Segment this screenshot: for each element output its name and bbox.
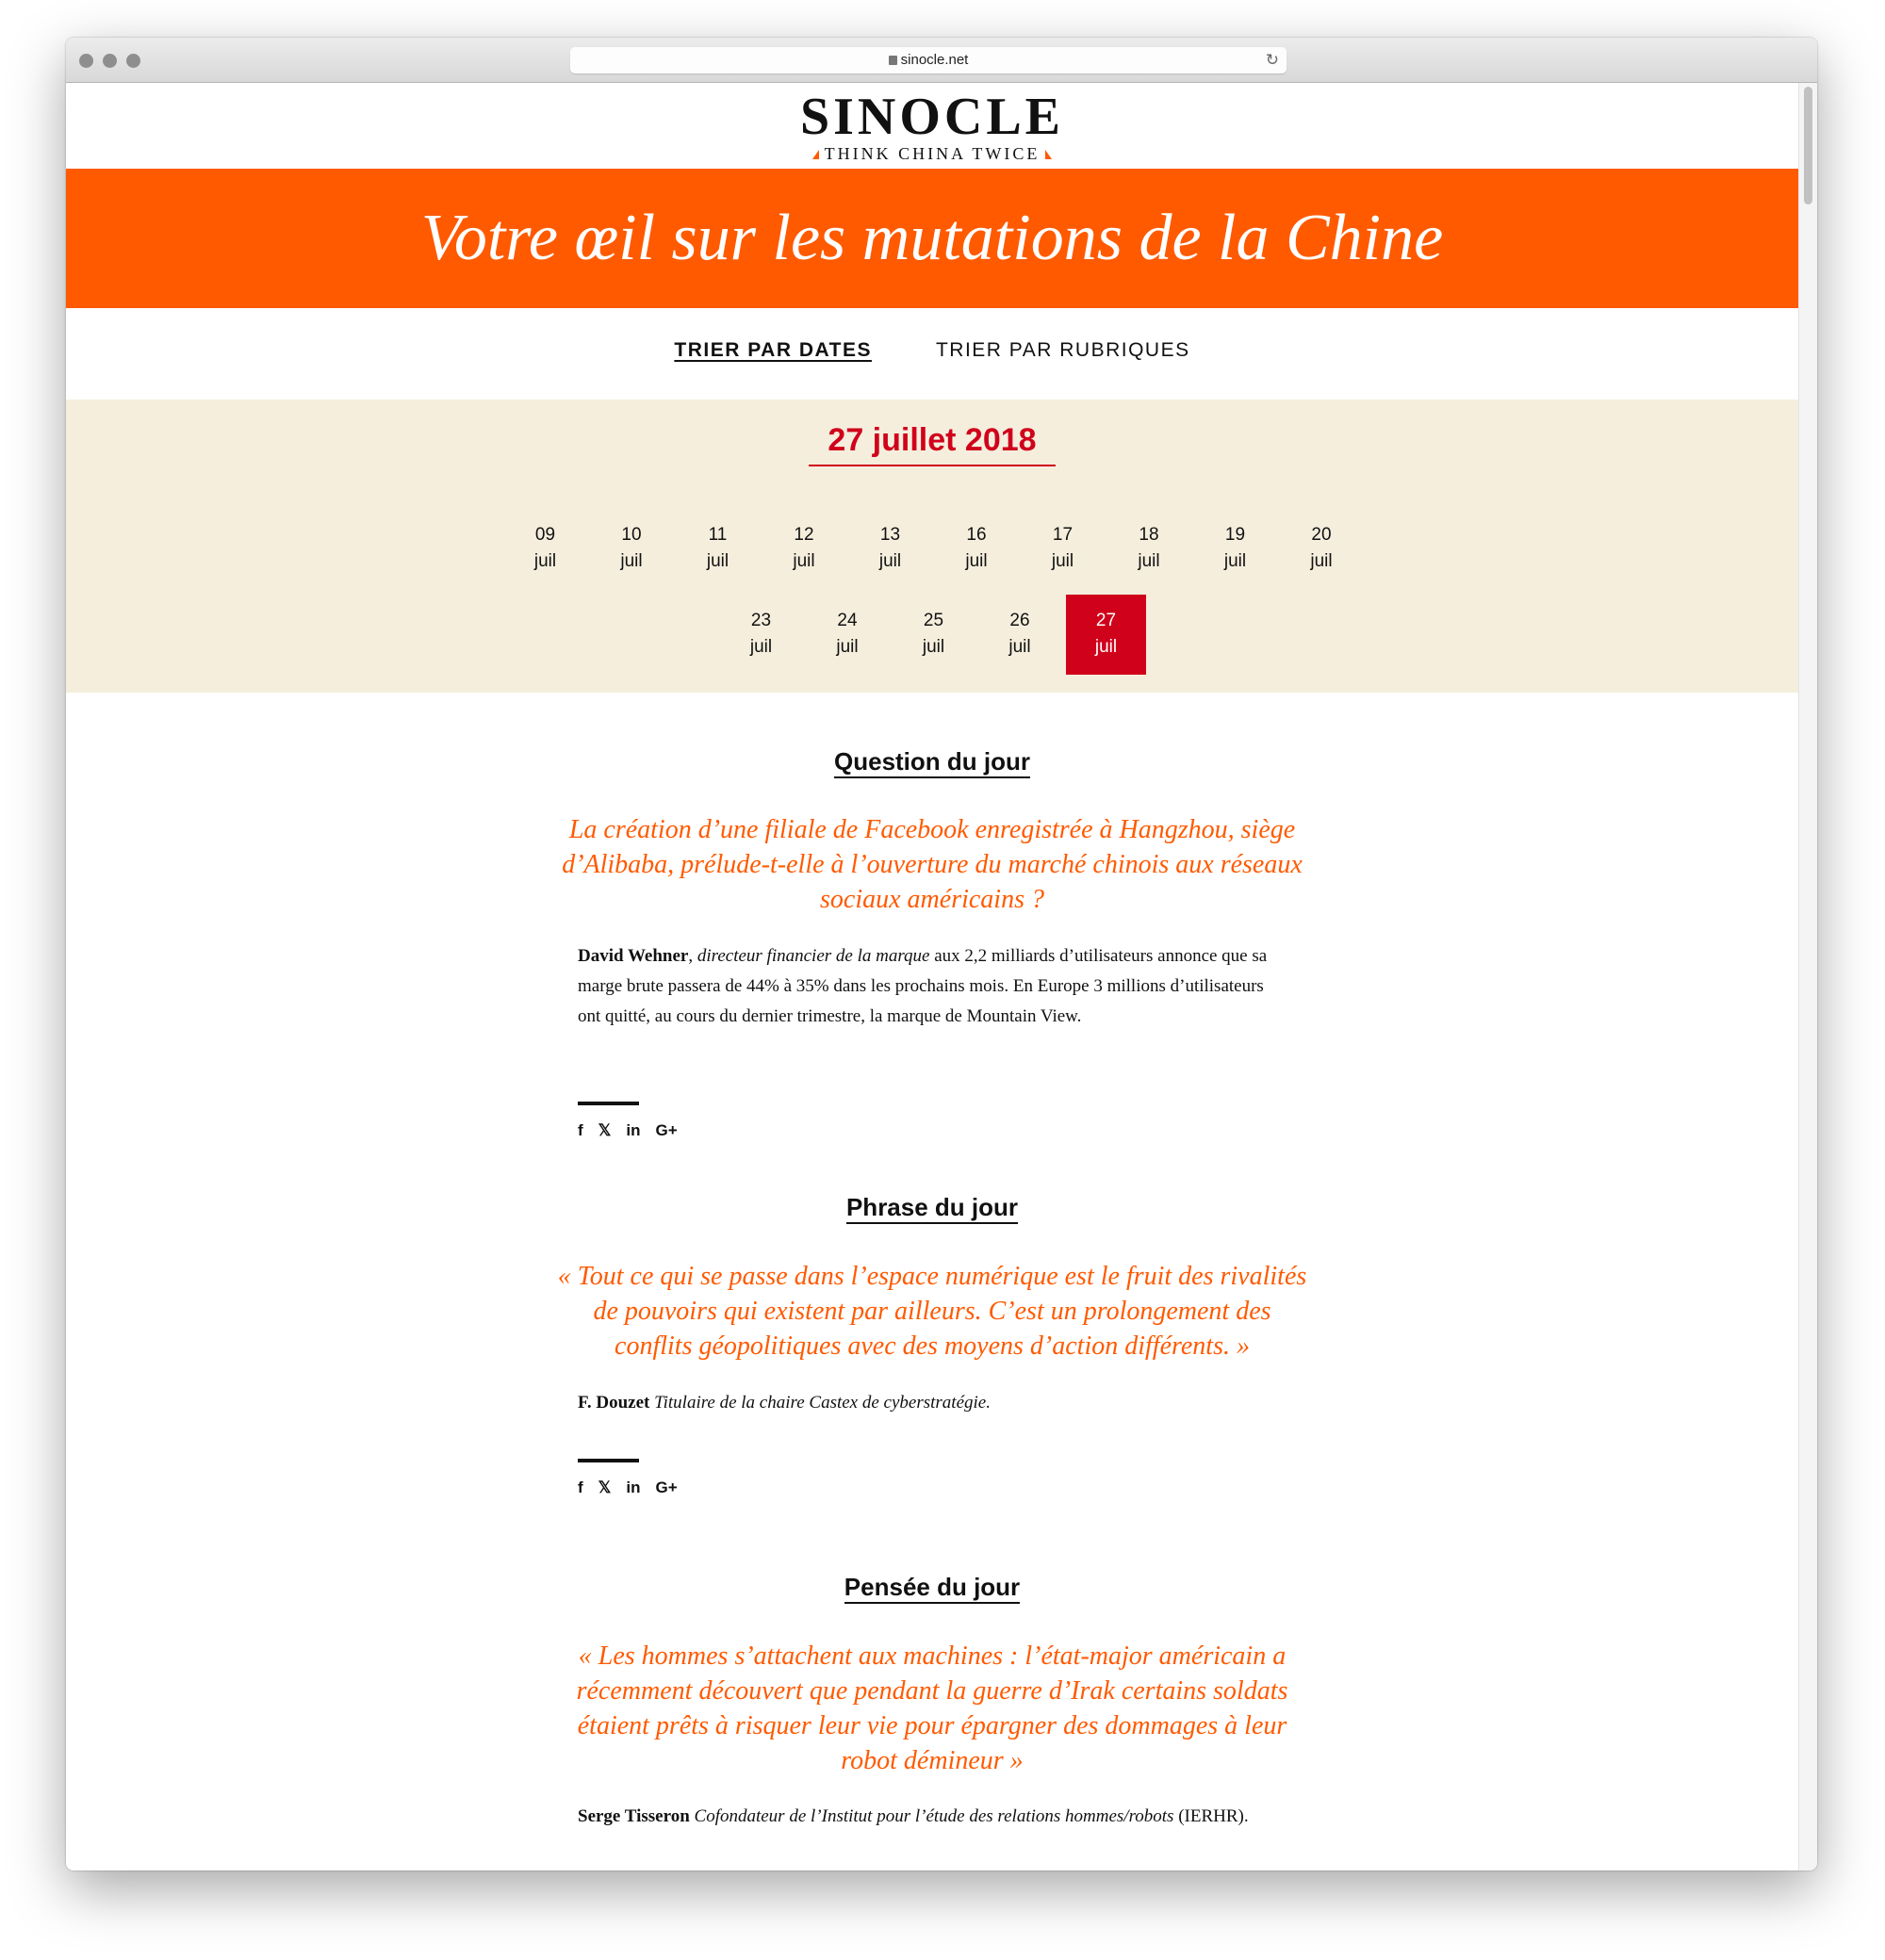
author-name: Serge Tisseron	[578, 1806, 690, 1826]
day-month: juil	[533, 551, 557, 571]
day-19[interactable]	[1195, 509, 1275, 589]
pensee-quote: « Les hommes s’attachent aux machines : l’état-major américain a récemment découvert que pendant la guerre d’Irak certains soldats étaient prêts à risquer leur vie pour épargner des dommages à leur robot démineur »	[576, 1642, 1288, 1775]
minimize-window-button[interactable]	[103, 54, 117, 68]
twitter-icon[interactable]: 𝕏	[598, 1478, 612, 1496]
maximize-window-button[interactable]	[126, 54, 140, 68]
google-plus-icon[interactable]: G+	[655, 1478, 678, 1496]
author-name: David Wehner	[578, 946, 689, 966]
day-month: juil	[1223, 551, 1247, 571]
day-number: 17	[1052, 525, 1074, 545]
current-date-text: 27 juillet 2018	[809, 422, 1055, 466]
day-month: juil	[836, 637, 859, 657]
day-25[interactable]	[893, 595, 974, 675]
tagline-text: THINK CHINA TWICE	[824, 144, 1041, 163]
day-18[interactable]	[1109, 509, 1189, 589]
author-role: Titulaire de la chaire Castex de cyberstratégie.	[654, 1393, 991, 1413]
share-buttons	[578, 1121, 693, 1140]
sort-by-dates-tab[interactable]: TRIER PAR DATES	[674, 339, 872, 361]
day-month: juil	[965, 551, 988, 571]
hero-banner: Votre œil sur les mutations de la Chine	[66, 169, 1798, 308]
day-number: 24	[837, 611, 858, 630]
scrollbar[interactable]	[1798, 83, 1817, 1870]
day-month: juil	[620, 551, 643, 571]
day-number: 10	[621, 525, 642, 545]
day-month: juil	[749, 637, 773, 657]
day-11[interactable]	[678, 509, 758, 589]
day-number: 16	[966, 525, 987, 545]
browser-toolbar	[66, 38, 1817, 83]
linkedin-icon[interactable]: in	[626, 1121, 641, 1139]
url-text: sinocle.net	[900, 52, 969, 68]
day-month: juil	[793, 551, 815, 571]
question-quote: La création d’une filiale de Facebook enregistrée à Hangzhou, siège d’Alibaba, prélude-t-elle à l’ouverture du marché chinois aux réseaux sociaux américains ?	[562, 815, 1303, 914]
pensee-body: Serge Tisseron Cofondateur de l’Institut pour l’étude des relations hommes/robots (IERHR).	[578, 1806, 1249, 1826]
day-number: 18	[1139, 525, 1159, 545]
divider	[578, 1102, 639, 1105]
day-number: 11	[708, 525, 728, 545]
share-buttons	[578, 1478, 693, 1497]
section-title-question: Question du jour	[578, 747, 1287, 776]
day-month: juil	[706, 551, 729, 571]
day-month: juil	[1310, 551, 1333, 571]
sort-by-rubriques-tab[interactable]: TRIER PAR RUBRIQUES	[935, 339, 1190, 361]
divider	[578, 1459, 639, 1462]
day-number: 23	[750, 611, 772, 630]
day-13[interactable]	[850, 509, 930, 589]
author-name: F. Douzet	[578, 1393, 650, 1413]
linkedin-icon[interactable]: in	[626, 1478, 641, 1496]
day-number: 27	[1095, 611, 1117, 630]
day-number: 19	[1224, 525, 1246, 545]
logo-tagline	[66, 143, 1798, 164]
day-month: juil	[878, 551, 902, 571]
day-26[interactable]	[980, 595, 1060, 675]
day-month: juil	[922, 637, 945, 657]
section-title-phrase: Phrase du jour	[578, 1193, 1287, 1222]
page-viewport	[66, 83, 1798, 1870]
day-number: 25	[923, 611, 944, 630]
reload-icon[interactable]: ↻	[1265, 51, 1279, 69]
current-date-heading	[66, 422, 1798, 466]
google-plus-icon[interactable]: G+	[655, 1121, 678, 1139]
section-title-pensee: Pensée du jour	[578, 1573, 1287, 1602]
day-month: juil	[1008, 637, 1031, 657]
day-12[interactable]	[764, 509, 844, 589]
day-10[interactable]	[592, 509, 672, 589]
lock-icon	[889, 56, 897, 65]
twitter-icon[interactable]: 𝕏	[598, 1121, 612, 1139]
day-17[interactable]	[1023, 509, 1103, 589]
day-number: 26	[1009, 611, 1030, 630]
day-27-selected[interactable]	[1066, 595, 1146, 675]
day-24[interactable]	[808, 595, 888, 675]
day-number: 20	[1311, 525, 1332, 545]
author-role: directeur financier de la marque	[697, 946, 930, 966]
day-number: 13	[879, 525, 901, 545]
scrollbar-thumb[interactable]	[1804, 87, 1812, 204]
day-month: juil	[1138, 551, 1160, 571]
day-month: juil	[1051, 551, 1074, 571]
close-window-button[interactable]	[79, 54, 93, 68]
day-16[interactable]	[937, 509, 1017, 589]
day-20[interactable]	[1282, 509, 1362, 589]
day-number: 12	[794, 525, 814, 545]
facebook-icon[interactable]: f	[578, 1121, 583, 1139]
phrase-quote: « Tout ce qui se passe dans l’espace numérique est le fruit des rivalités de pouvoirs qui existent par ailleurs. C’est un prolongement des conflits géopolitiques avec des moyens d’action différents. »	[557, 1262, 1307, 1361]
day-number: 09	[534, 525, 556, 545]
sort-nav	[66, 339, 1798, 362]
address-bar[interactable]	[570, 47, 1287, 74]
day-09[interactable]	[505, 509, 585, 589]
facebook-icon[interactable]: f	[578, 1478, 583, 1496]
day-month: juil	[1094, 637, 1118, 657]
author-role: Cofondateur de l’Institut pour l’étude des relations hommes/robots	[694, 1806, 1174, 1826]
browser-window	[66, 38, 1817, 1870]
logo[interactable]: SINOCLE	[799, 88, 1065, 146]
day-23[interactable]	[721, 595, 801, 675]
question-body: David Wehner, directeur financier de la marque aux 2,2 milliards d’utilisateurs annonce que sa marge brute passera de 44% à 35% dans les prochains mois. En Europe 3 millions d’utilisateurs ont quitté, au cours du dernier trimestre, la marque de Mountain View.	[578, 946, 1268, 1026]
phrase-body	[578, 1388, 1287, 1418]
